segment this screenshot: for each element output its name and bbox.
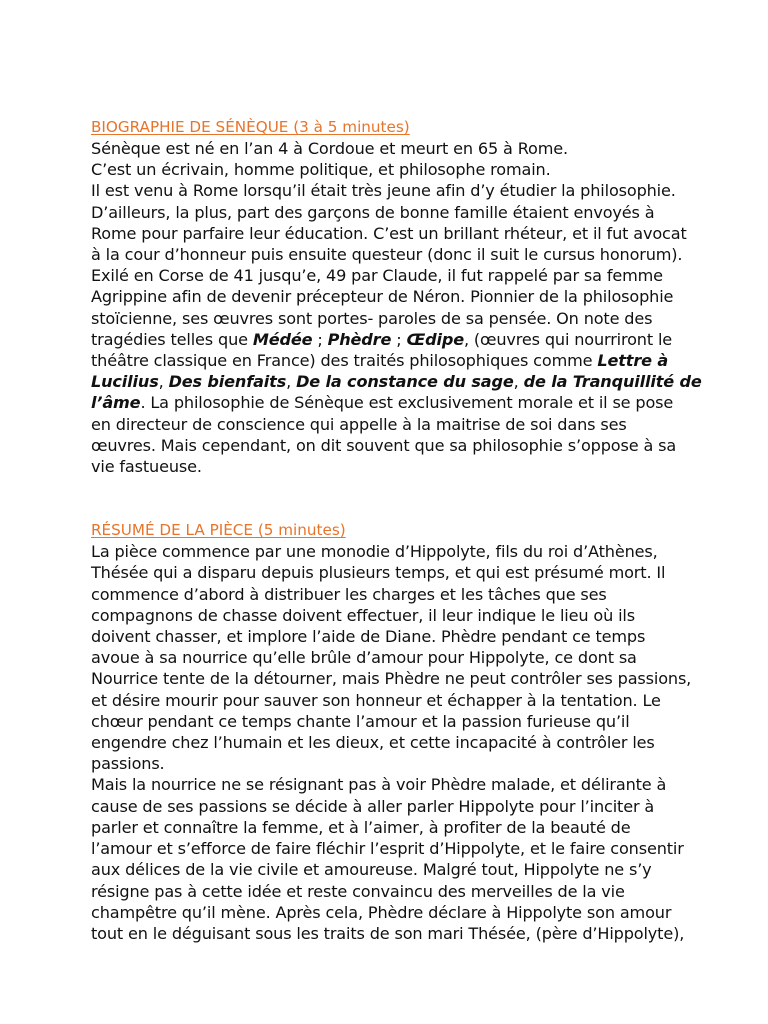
text-line: [91, 562, 728, 583]
emphasis-title: Œdipe: [406, 329, 464, 349]
text-run: vie fastueuse.: [91, 457, 202, 477]
text-run: compagnons de chasse doivent effectuer, il leur indique le lieu où ils: [91, 605, 635, 625]
text-line: [91, 223, 728, 244]
text-line: [91, 138, 728, 159]
text-run: . La philosophie de Sénèque est exclusivement morale et il se pose: [140, 393, 674, 413]
text-line: [91, 202, 728, 223]
text-line: [91, 541, 728, 562]
emphasis-title: De la constance du sage: [296, 372, 514, 392]
text-line: [91, 371, 728, 392]
text-run: aux délices de la vie civile et amoureuse. Malgré tout, Hippolyte ne s’y: [91, 860, 652, 880]
text-run: à la cour d’honneur puis ensuite questeur (donc il suit le cursus honorum).: [91, 245, 683, 265]
text-line: [91, 605, 728, 626]
text-run: engendre chez l’humain et les dieux, et cette incapacité à contrôler les: [91, 733, 655, 753]
text-line: [91, 838, 728, 859]
text-run: Mais la nourrice ne se résignant pas à voir Phèdre malade, et délirante à: [91, 775, 667, 795]
text-line: [91, 753, 728, 774]
text-line: [91, 774, 728, 795]
text-run: Agrippine afin de devenir précepteur de Néron. Pionnier de la philosophie: [91, 287, 674, 307]
text-run: Thésée qui a disparu depuis plusieurs temps, et qui est présumé mort. Il: [91, 563, 666, 583]
text-run: et désire mourir pour sauver son honneur et échapper à la tentation. Le: [91, 690, 661, 710]
text-line: [91, 180, 728, 201]
text-run: stoïcienne, ses œuvres sont portes- paroles de sa pensée. On note des: [91, 308, 653, 328]
text-run: théâtre classique en France) des traités philosophiques comme: [91, 351, 598, 371]
text-run: chœur pendant ce temps chante l’amour et la passion furieuse qu’il: [91, 711, 630, 731]
text-line: [91, 414, 728, 435]
text-run: La pièce commence par une monodie d’Hippolyte, fils du roi d’Athènes,: [91, 542, 658, 562]
text-run: Il est venu à Rome lorsqu’il était très jeune afin d’y étudier la philosophie.: [91, 181, 676, 201]
paragraph-biographie: [91, 138, 728, 477]
text-line: [91, 796, 728, 817]
section-spacer: [91, 477, 728, 520]
text-run: résigne pas à cette idée et reste convaincu des merveilles de la vie: [91, 881, 625, 901]
text-line: [91, 881, 728, 902]
text-run: ;: [312, 329, 328, 349]
text-line: [91, 435, 728, 456]
text-run: ,: [286, 372, 297, 392]
text-line: [91, 626, 728, 647]
text-run: champêtre qu’il mène. Après cela, Phèdre déclare à Hippolyte son amour: [91, 902, 672, 922]
text-line: [91, 647, 728, 668]
text-line: [91, 584, 728, 605]
section-heading-resume: RÉSUMÉ DE LA PIÈCE (5 minutes): [91, 521, 346, 540]
text-line: [91, 690, 728, 711]
text-line: [91, 923, 728, 944]
emphasis-title: Des bienfaits: [168, 372, 287, 392]
text-line: [91, 817, 728, 838]
text-run: , (œuvres qui nourriront le: [463, 329, 673, 349]
text-run: D’ailleurs, la plus, part des garçons de bonne famille étaient envoyés à: [91, 202, 655, 222]
text-run: passions.: [91, 754, 165, 774]
text-run: Exilé en Corse de 41 jusqu’e, 49 par Claude, il fut rappelé par sa femme: [91, 266, 663, 286]
emphasis-title: Lucilius: [91, 372, 159, 392]
text-run: tout en le déguisant sous les traits de son mari Thésée, (père d’Hippolyte),: [91, 923, 685, 943]
section-heading-biographie: BIOGRAPHIE DE SÉNÈQUE (3 à 5 minutes): [91, 118, 410, 136]
text-run: œuvres. Mais cependant, on dit souvent que sa philosophie s’oppose à sa: [91, 435, 677, 455]
text-line: [91, 668, 728, 689]
text-line: [91, 732, 728, 753]
emphasis-title: Phèdre: [327, 329, 392, 349]
text-run: Nourrice tente de la détourner, mais Phèdre ne peut contrôler ses passions,: [91, 669, 692, 689]
text-line: [91, 244, 728, 265]
text-line: [91, 902, 728, 923]
text-run: cause de ses passions se décide à aller parler Hippolyte pour l’inciter à: [91, 796, 655, 816]
text-line: [91, 859, 728, 880]
text-run: ;: [391, 329, 407, 349]
text-line: [91, 350, 728, 371]
emphasis-title: de la Tranquillité de: [523, 372, 702, 392]
text-line: [91, 159, 728, 180]
text-run: C’est un écrivain, homme politique, et philosophe romain.: [91, 160, 551, 180]
text-line: [91, 456, 728, 477]
text-run: Rome pour parfaire leur éducation. C’est un brillant rhéteur, et il fut avocat: [91, 223, 687, 243]
text-run: en directeur de conscience qui appelle à la maitrise de soi dans ses: [91, 414, 627, 434]
text-run: ,: [513, 372, 524, 392]
emphasis-title: l’âme: [91, 393, 141, 413]
text-line: [91, 265, 728, 286]
text-run: commence d’abord à distribuer les charges et les tâches que ses: [91, 584, 607, 604]
emphasis-title: Médée: [252, 329, 313, 349]
text-run: ,: [158, 372, 169, 392]
text-line: [91, 286, 728, 307]
text-line: [91, 711, 728, 732]
text-run: Sénèque est né en l’an 4 à Cordoue et meurt en 65 à Rome.: [91, 139, 568, 158]
text-run: tragédies telles que: [91, 329, 253, 349]
text-run: l’amour et s’efforce de faire fléchir l’esprit d’Hippolyte, et le faire consentir: [91, 839, 684, 859]
emphasis-title: Lettre à: [597, 351, 669, 371]
text-line: [91, 392, 728, 413]
text-run: doivent chasser, et implore l’aide de Diane. Phèdre pendant ce temps: [91, 627, 646, 647]
text-line: [91, 308, 728, 329]
paragraph-resume: [91, 541, 728, 944]
text-run: parler et connaître la femme, et à l’aimer, à profiter de la beauté de: [91, 817, 631, 837]
text-line: [91, 329, 728, 350]
text-run: avoue à sa nourrice qu’elle brûle d’amour pour Hippolyte, ce dont sa: [91, 648, 637, 668]
